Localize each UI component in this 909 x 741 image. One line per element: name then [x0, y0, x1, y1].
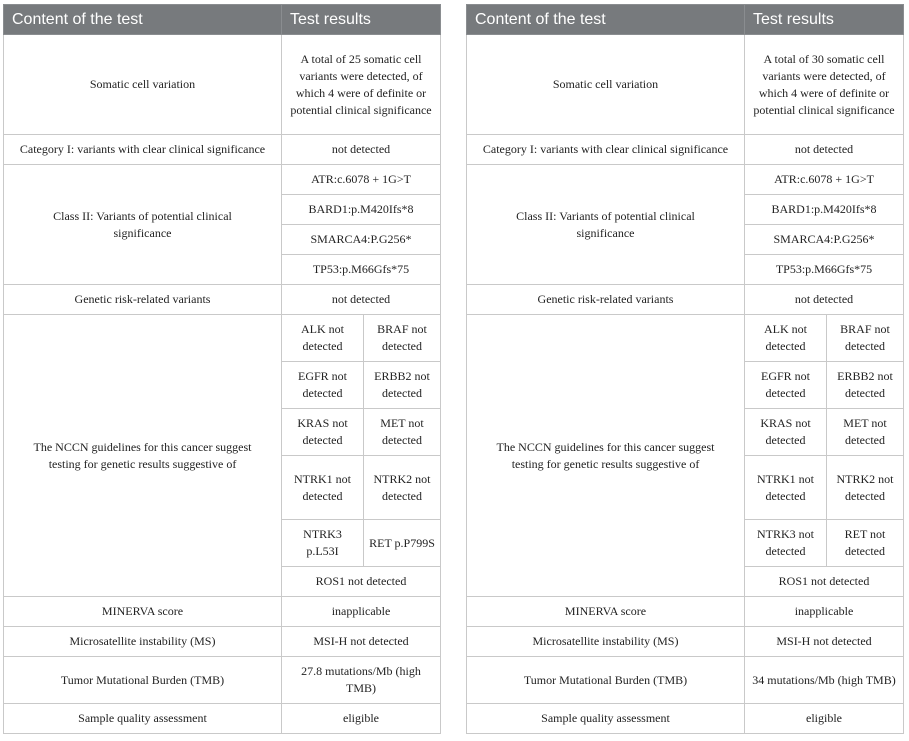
header-content: Content of the test: [4, 5, 282, 35]
gene-result: ALK not detected: [745, 315, 827, 362]
value-minerva: inapplicable: [282, 597, 441, 627]
gene-result-ros1: ROS1 not detected: [745, 567, 904, 597]
label-msi: Microsatellite instability (MS): [4, 627, 282, 657]
value-msi: MSI-H not detected: [282, 627, 441, 657]
gene-result: EGFR not detected: [745, 362, 827, 409]
label-nccn: The NCCN guidelines for this cancer suggest testing for genetic results suggestive of: [4, 315, 282, 597]
label-minerva: MINERVA score: [467, 597, 745, 627]
value-somatic: A total of 25 somatic cell variants were detected, of which 4 were of definite or potential clinical significance: [282, 35, 441, 135]
label-genetic-risk: Genetic risk-related variants: [467, 285, 745, 315]
results-table-left: [3, 4, 441, 734]
gene-result: RET p.P799S: [364, 520, 441, 567]
value-quality: eligible: [745, 704, 904, 734]
value-minerva: inapplicable: [745, 597, 904, 627]
gene-result: NTRK2 not detected: [364, 456, 441, 520]
label-somatic: Somatic cell variation: [4, 35, 282, 135]
value-somatic: A total of 30 somatic cell variants were detected, of which 4 were of definite or potential clinical significance: [745, 35, 904, 135]
header-results: Test results: [282, 5, 441, 35]
label-genetic-risk: Genetic risk-related variants: [4, 285, 282, 315]
value-class-2-variant: SMARCA4:P.G256*: [282, 225, 441, 255]
label-class-2: Class II: Variants of potential clinical significance: [4, 165, 282, 285]
header-content: Content of the test: [467, 5, 745, 35]
label-tmb: Tumor Mutational Burden (TMB): [467, 657, 745, 704]
label-category-1: Category I: variants with clear clinical significance: [467, 135, 745, 165]
gene-result: ALK not detected: [282, 315, 364, 362]
value-class-2-variant: ATR:c.6078 + 1G>T: [745, 165, 904, 195]
value-class-2-variant: ATR:c.6078 + 1G>T: [282, 165, 441, 195]
label-msi: Microsatellite instability (MS): [467, 627, 745, 657]
results-table-right: [466, 4, 904, 734]
gene-result: NTRK3 not detected: [745, 520, 827, 567]
gene-result: NTRK1 not detected: [745, 456, 827, 520]
label-tmb: Tumor Mutational Burden (TMB): [4, 657, 282, 704]
value-genetic-risk: not detected: [282, 285, 441, 315]
gene-result: EGFR not detected: [282, 362, 364, 409]
value-class-2-variant: TP53:p.M66Gfs*75: [282, 255, 441, 285]
gene-result: NTRK3 p.L53I: [282, 520, 364, 567]
value-tmb: 34 mutations/Mb (high TMB): [745, 657, 904, 704]
gene-result: BRAF not detected: [827, 315, 904, 362]
label-somatic: Somatic cell variation: [467, 35, 745, 135]
value-genetic-risk: not detected: [745, 285, 904, 315]
gene-result: NTRK1 not detected: [282, 456, 364, 520]
label-minerva: MINERVA score: [4, 597, 282, 627]
label-quality: Sample quality assessment: [4, 704, 282, 734]
label-nccn: The NCCN guidelines for this cancer suggest testing for genetic results suggestive of: [467, 315, 745, 597]
value-class-2-variant: BARD1:p.M420Ifs*8: [745, 195, 904, 225]
gene-result: BRAF not detected: [364, 315, 441, 362]
gene-result-ros1: ROS1 not detected: [282, 567, 441, 597]
label-category-1: Category I: variants with clear clinical significance: [4, 135, 282, 165]
gene-result: ERBB2 not detected: [827, 362, 904, 409]
value-msi: MSI-H not detected: [745, 627, 904, 657]
value-category-1: not detected: [282, 135, 441, 165]
label-quality: Sample quality assessment: [467, 704, 745, 734]
value-tmb: 27.8 mutations/Mb (high TMB): [282, 657, 441, 704]
gene-result: KRAS not detected: [745, 409, 827, 456]
gene-result: MET not detected: [827, 409, 904, 456]
gene-result: RET not detected: [827, 520, 904, 567]
value-class-2-variant: TP53:p.M66Gfs*75: [745, 255, 904, 285]
value-class-2-variant: BARD1:p.M420Ifs*8: [282, 195, 441, 225]
header-results: Test results: [745, 5, 904, 35]
value-category-1: not detected: [745, 135, 904, 165]
gene-result: MET not detected: [364, 409, 441, 456]
gene-result: KRAS not detected: [282, 409, 364, 456]
value-class-2-variant: SMARCA4:P.G256*: [745, 225, 904, 255]
gene-result: ERBB2 not detected: [364, 362, 441, 409]
gene-result: NTRK2 not detected: [827, 456, 904, 520]
value-quality: eligible: [282, 704, 441, 734]
label-class-2: Class II: Variants of potential clinical significance: [467, 165, 745, 285]
